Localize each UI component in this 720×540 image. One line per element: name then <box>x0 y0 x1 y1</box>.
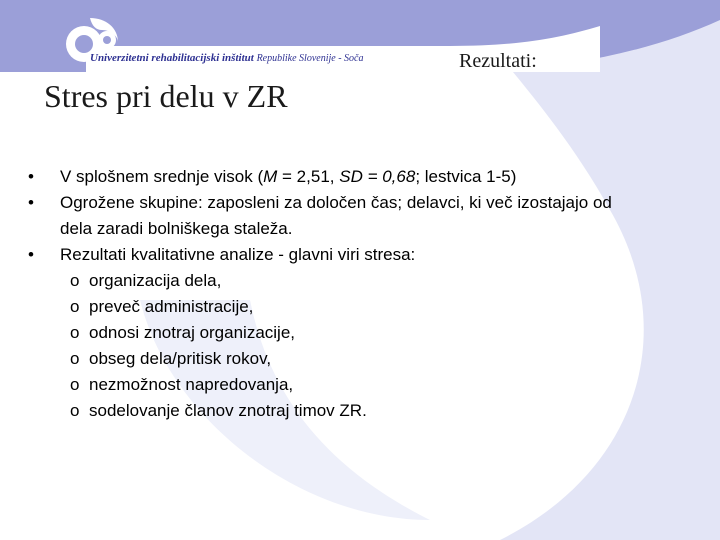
institute-name-bold: Univerzitetni rehabilitacijski inštitut <box>90 52 254 64</box>
sub-item-text: sodelovanje članov znotraj timov ZR. <box>89 401 367 420</box>
sub-item-text: preveč administracije, <box>89 297 254 316</box>
bullet-item <box>28 190 648 242</box>
sub-bullet-mark: o <box>70 323 80 342</box>
sub-list-item <box>70 294 648 320</box>
bullet-text: Ogrožene skupine: zaposleni za določen čas; delavci, ki več izostajajo od dela zaradi bolniškega staleža. <box>60 193 612 238</box>
sub-list-item <box>70 268 648 294</box>
bullet-text: = 2,51, <box>277 167 340 186</box>
sub-list <box>28 268 648 424</box>
institute-name-rest: Republike Slovenije - Soča <box>256 53 364 64</box>
sub-bullet-mark: o <box>70 271 80 290</box>
sub-bullet-mark: o <box>70 297 80 316</box>
bullet-text: ; lestvica 1-5) <box>415 167 517 186</box>
sub-item-text: odnosi znotraj organizacije, <box>89 323 296 342</box>
section-label: Rezultati: <box>459 50 537 72</box>
bullet-mark: • <box>28 245 34 264</box>
sub-bullet-mark: o <box>70 375 80 394</box>
bullet-mark: • <box>28 193 34 212</box>
bullet-mark: • <box>28 167 34 186</box>
sub-list-item <box>70 346 648 372</box>
slide-title: Stres pri delu v ZR <box>44 78 288 114</box>
sd-label: SD = 0,68 <box>339 167 416 186</box>
sub-bullet-mark: o <box>70 401 80 420</box>
bullet-item <box>28 164 648 190</box>
mean-label: M <box>263 167 278 186</box>
bullet-list <box>28 164 648 424</box>
bullet-text: V splošnem srednje visok ( <box>60 167 264 186</box>
bullet-item <box>28 242 648 268</box>
sub-list-item <box>70 320 648 346</box>
sub-item-text: obseg dela/pritisk rokov, <box>89 349 272 368</box>
sub-list-item <box>70 372 648 398</box>
sub-list-item <box>70 398 648 424</box>
sub-item-text: organizacija dela, <box>89 271 222 290</box>
institute-name <box>90 52 363 64</box>
bullet-text: Rezultati kvalitativne analize - glavni viri stresa: <box>60 245 416 264</box>
sub-bullet-mark: o <box>70 349 80 368</box>
sub-item-text: nezmožnost napredovanja, <box>89 375 294 394</box>
